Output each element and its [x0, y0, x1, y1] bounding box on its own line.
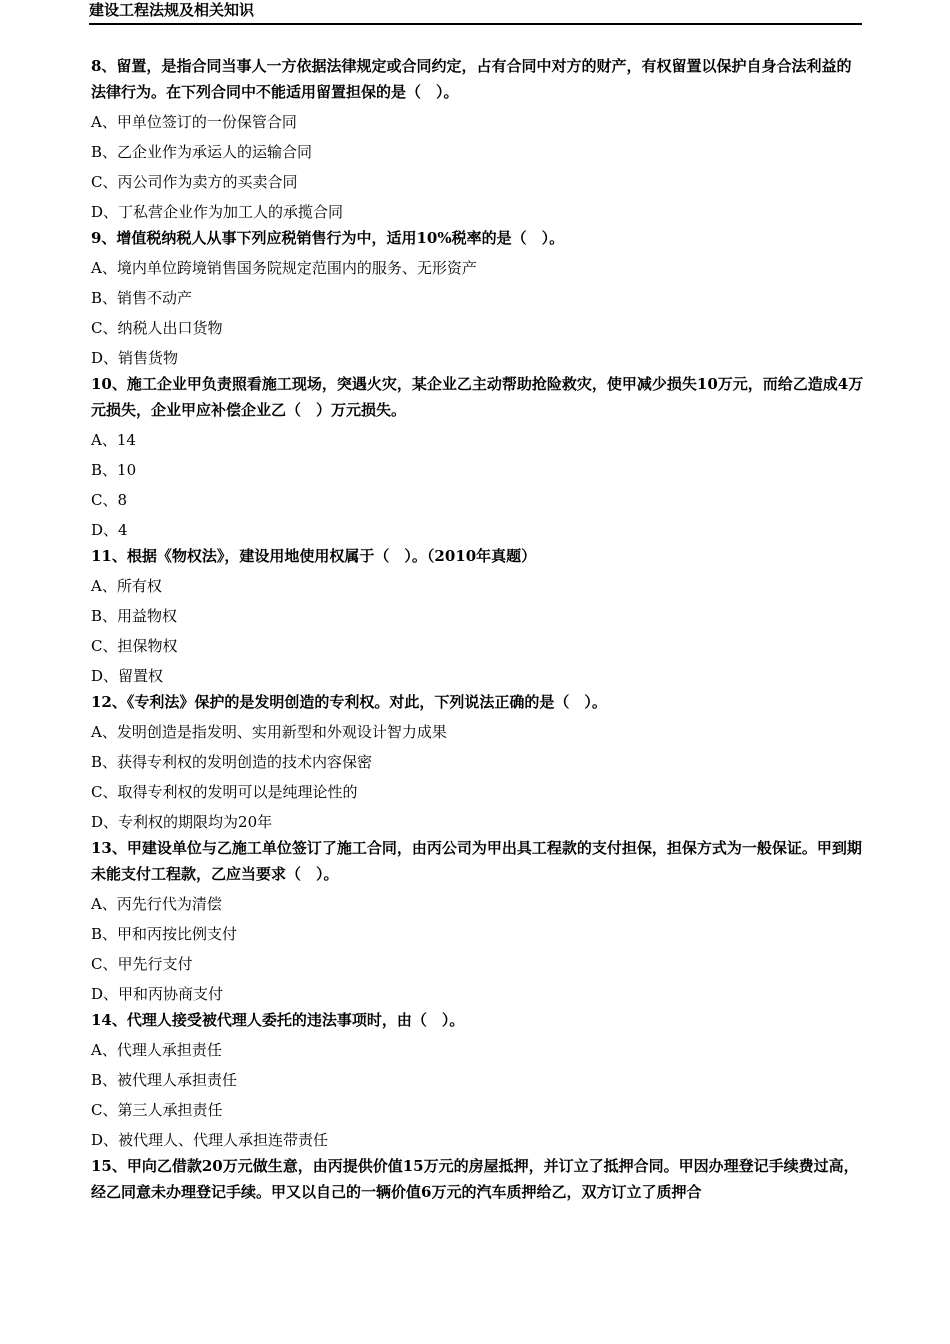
- option-10c: C、8: [91, 491, 128, 509]
- option-8d: D、丁私营企业作为加工人的承揽合同: [91, 203, 344, 221]
- option-9d: D、销售货物: [91, 349, 179, 367]
- option-10d: D、4: [91, 521, 128, 539]
- option-8a: A、甲单位签订的一份保管合同: [91, 113, 297, 131]
- question-13: 13、甲建设单位与乙施工单位签订了施工合同，由丙公司为甲出具工程款的支付担保，担保方式为一般保证。甲到期未能支付工程款，乙应当要求（ ）。: [91, 839, 862, 883]
- question-11: 11、根据《物权法》，建设用地使用权属于（ ）。（2010年真题）: [91, 547, 537, 565]
- option-11c: C、担保物权: [91, 637, 178, 655]
- page-header: 建设工程法规及相关知识: [89, 0, 862, 25]
- option-12c: C、取得专利权的发明可以是纯理论性的: [91, 783, 358, 801]
- option-14c: C、第三人承担责任: [91, 1101, 223, 1119]
- option-11d: D、留置权: [91, 667, 164, 685]
- option-14b: B、被代理人承担责任: [91, 1071, 238, 1089]
- option-13d: D、甲和丙协商支付: [91, 985, 224, 1003]
- option-8b: B、乙企业作为承运人的运输合同: [91, 143, 313, 161]
- option-9c: C、纳税人出口货物: [91, 319, 223, 337]
- option-12d: D、专利权的期限均为20年: [91, 813, 273, 831]
- option-10a: A、14: [91, 431, 136, 449]
- option-12b: B、获得专利权的发明创造的技术内容保密: [91, 753, 373, 771]
- question-14: 14、代理人接受被代理人委托的违法事项时，由（ ）。: [91, 1011, 465, 1029]
- option-9b: B、销售不动产: [91, 289, 193, 307]
- question-15: 15、甲向乙借款20万元做生意，由丙提供价值15万元的房屋抵押，并订立了抵押合同。甲因办理登记手续费过高，经乙同意未办理登记手续。甲又以自己的一辆价值6万元的汽车质押给乙，双方订立了质押合: [91, 1157, 859, 1201]
- option-13c: C、甲先行支付: [91, 955, 193, 973]
- option-13b: B、甲和丙按比例支付: [91, 925, 238, 943]
- option-11b: B、用益物权: [91, 607, 178, 625]
- option-9a: A、境内单位跨境销售国务院规定范围内的服务、无形资产: [91, 259, 477, 277]
- option-14a: A、代理人承担责任: [91, 1041, 222, 1059]
- question-10: 10、施工企业甲负责照看施工现场，突遇火灾，某企业乙主动帮助抢险救灾，使甲减少损失10万元，而给乙造成4万元损失，企业甲应补偿企业乙（ ）万元损失。: [91, 375, 864, 419]
- question-12: 12、《专利法》保护的是发明创造的专利权。对此，下列说法正确的是（ ）。: [91, 693, 607, 711]
- option-10b: B、10: [91, 461, 137, 479]
- option-14d: D、被代理人、代理人承担连带责任: [91, 1131, 329, 1149]
- option-13a: A、丙先行代为清偿: [91, 895, 222, 913]
- question-9: 9、增值税纳税人从事下列应税销售行为中，适用10%税率的是（ ）。: [91, 229, 565, 247]
- question-list: [91, 53, 866, 1205]
- option-11a: A、所有权: [91, 577, 162, 595]
- option-8c: C、丙公司作为卖方的买卖合同: [91, 173, 298, 191]
- question-8: 8、留置，是指合同当事人一方依据法律规定或合同约定，占有合同中对方的财产，有权留置以保护自身合法利益的法律行为。在下列合同中不能适用留置担保的是（ ）。: [91, 57, 852, 101]
- option-12a: A、发明创造是指发明、实用新型和外观设计智力成果: [91, 723, 447, 741]
